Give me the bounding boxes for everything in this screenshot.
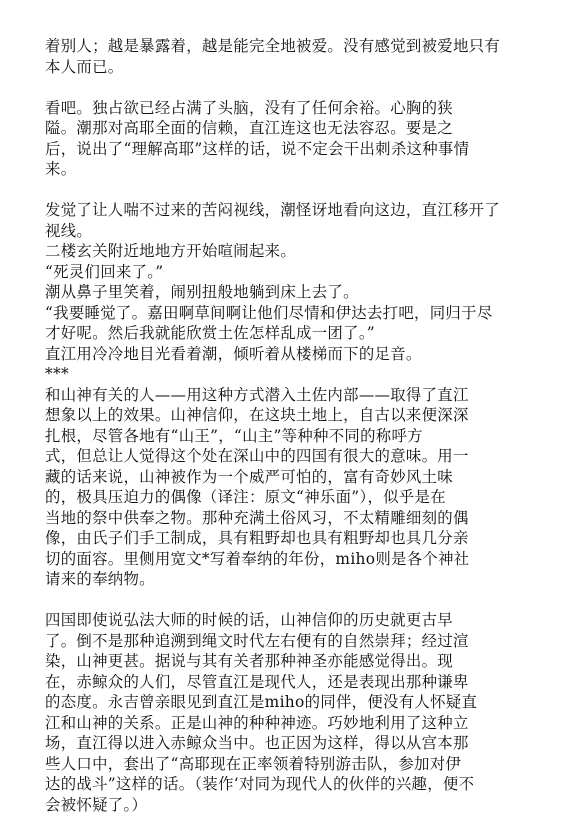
paragraph-gap [45, 77, 545, 98]
paragraph-gap [45, 590, 545, 611]
text-line: 来。 [45, 160, 77, 178]
text-line: 了。倒不是那种追溯到绳文时代左右便有的自然崇拜；经过渲 [45, 631, 469, 650]
text-line: 和山神有关的人——用这种方式潜入土佐内部——取得了直江 [45, 385, 469, 404]
text-line: 的态度。永吉曾亲眼见到直江是miho的同伴，便没有人怀疑直 [45, 693, 478, 711]
text-line: 在，赤鲸众的人们，尽管直江是现代人，还是表现出那种谦卑 [45, 672, 469, 691]
paragraph-gap [45, 180, 545, 201]
text-line: 才好呢。然后我就能欣赏土佐怎样乱成一团了。” [45, 324, 375, 342]
text-line: 四国即使说弘法大师的时候的话，山神信仰的历史就更古早 [45, 611, 453, 629]
text-line: 请来的奉纳物。 [45, 570, 155, 588]
text-line: 看吧。独占欲已经占满了头脑，没有了任何余裕。心胸的狭 [45, 98, 453, 117]
text-line: 发觉了让人喘不过来的苦闷视线，潮怪讶地看向这边，直江移开了 [45, 201, 501, 219]
text-line: 藏的话来说，山神被作为一个威严可怕的，富有奇妙风土味 [45, 467, 453, 486]
text-line: 本人而已。 [45, 57, 124, 76]
text-line: “我要睡觉了。嘉田啊草间啊让他们尽情和伊达去打吧，同归于尽 [45, 303, 493, 322]
text-line: 当地的祭中供奉之物。那种充满土俗风习，不太精雕细刻的偶 [45, 508, 469, 527]
text-line: 扎根，尽管各地有“山王”，“山主”等种种不同的称呼方 [45, 426, 423, 445]
text-line: “死灵们回来了。” [45, 262, 164, 281]
text-line: 些人口中，套出了“高耶现在正率领着特别游击队，参加对伊 [45, 754, 462, 773]
text-line: 江和山神的关系。正是山神的种种神迹。巧妙地利用了这种立 [45, 713, 469, 732]
text-line: *** [45, 365, 69, 383]
text-line: 场，直江得以进入赤鲸众当中。也正因为这样，得以从宫本那 [45, 734, 469, 752]
text-line: 着别人；越是暴露着，越是能完全地被爱。没有感觉到被爱地只有 [45, 37, 501, 55]
text-line: 直江用冷冷地目光看着潮，倾听着从楼梯而下的足音。 [45, 344, 422, 363]
text-line: 切的面容。里侧用宽文*写着奉纳的年份，miho则是各个神社 [45, 549, 470, 568]
text-line: 染，山神更甚。据说与其有关者那种神圣亦能感觉得出。现 [45, 652, 453, 670]
text-line: 隘。潮那对高耶全面的信赖，直江连这也无法容忍。要是之 [45, 119, 453, 137]
text-line: 像，由氏子们手工制成，具有粗野却也具有粗野却也具几分亲 [45, 529, 469, 547]
text-line: 达的战斗”这样的话。（装作‘对同为现代人的伙伴的兴趣，便不 [45, 775, 475, 793]
text-line: 想象以上的效果。山神信仰，在这块土地上，自古以来便深深 [45, 406, 469, 424]
text-line: 视线。 [45, 221, 93, 240]
text-line: 会被怀疑了。） [45, 795, 148, 814]
text-line: 二楼玄关附近地地方开始喧闹起来。 [45, 242, 297, 260]
text-line: 潮从鼻子里笑着，闹别扭般地躺到床上去了。 [45, 283, 359, 301]
text-line: 式，但总让人觉得这个处在深山中的四国有很大的意味。用一 [45, 447, 469, 465]
document-page [45, 36, 545, 815]
text-line: 后，说出了“理解高耶”这样的话，说不定会干出刺杀这种事情 [45, 139, 470, 158]
text-line: 的，极具压迫力的偶像（译注：原文“神乐面”），似乎是在 [45, 488, 446, 506]
